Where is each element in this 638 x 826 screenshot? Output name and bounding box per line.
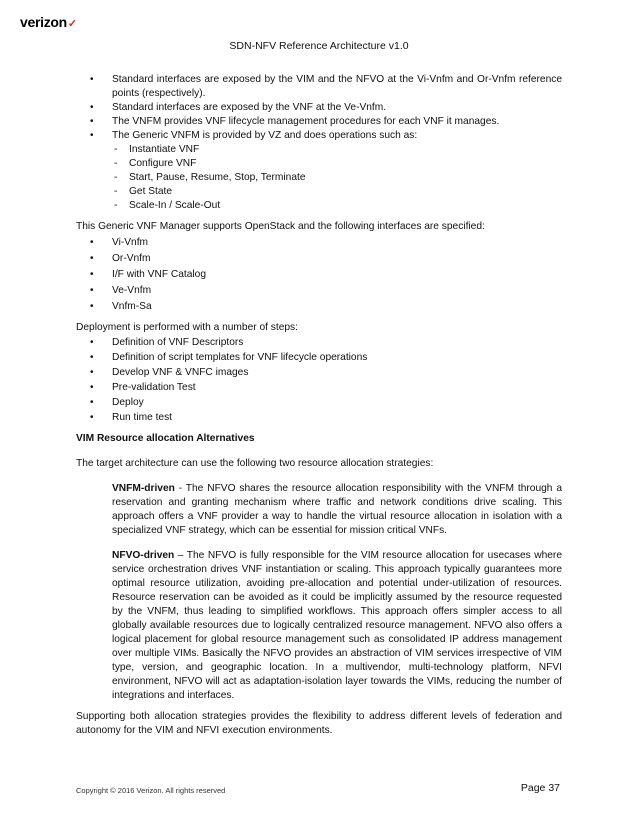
section-intro: The target architecture can use the following two resource allocation strategies:: [76, 458, 434, 469]
list-item: • Definition of script templates for VNF lifecycle operations: [76, 351, 562, 365]
page-number: Page 37: [520, 782, 560, 794]
closing-paragraph: Supporting both allocation strategies provides the flexibility to address different levels of federation and autonomy for the VIM and NFVI execution environments.: [76, 711, 562, 736]
list-item: • Run time test: [76, 411, 562, 425]
list-item: • Vnfm-Sa: [76, 300, 562, 314]
strategy-nfvo-driven: [76, 549, 562, 703]
list-item: • Definition of VNF Descriptors: [76, 336, 562, 350]
logo-check-icon: ✓: [67, 18, 77, 30]
list-item: [76, 129, 562, 213]
interfaces-list: [76, 236, 562, 314]
strategy-term: NFVO-driven: [112, 550, 175, 561]
operation-item: - Get State: [112, 185, 562, 199]
operations-list: [112, 143, 562, 213]
operation-item: - Instantiate VNF: [112, 143, 562, 157]
list-item: • The VNFM provides VNF lifecycle management procedures for each VNF it manages.: [76, 115, 562, 129]
operation-item: - Start, Pause, Resume, Stop, Terminate: [112, 171, 562, 185]
deployment-intro: Deployment is performed with a number of steps:: [76, 322, 298, 333]
operation-item: - Scale-In / Scale-Out: [112, 199, 562, 213]
list-item: • I/F with VNF Catalog: [76, 268, 562, 282]
document-body: [76, 73, 562, 738]
list-item: • Deploy: [76, 396, 562, 410]
operation-item: - Configure VNF: [112, 157, 562, 171]
list-item: • Develop VNF & VNFC images: [76, 366, 562, 380]
strategy-vnfm-driven: [76, 482, 562, 538]
intro-bullet-list: [76, 73, 562, 213]
deployment-steps-list: [76, 336, 562, 425]
verizon-logo: [20, 14, 77, 30]
page-title: SDN-NFV Reference Architecture v1.0: [229, 40, 409, 52]
copyright-notice: Copyright © 2016 Verizon. All rights reserved: [76, 786, 226, 795]
list-item: • Standard interfaces are exposed by the VIM and the NFVO at the Vi-Vnfm and Or-Vnfm reference points (respectively).: [76, 73, 562, 101]
strategy-text: – The NFVO is fully responsible for the VIM resource allocation for usecases where service orchestration drives VNF instantiation or scaling. This approach typically guarantees more optimal resource utilization, avoiding pre-allocation and potential under-utilization of resources. Resource reservation can be avoided as it could be implicitly assumed by the resource requested by the VNFM, thus leading to simplified workflows. This approach offers simpler access to all globally available resources due to logically centralized resource management. NFVO also offers a logical placement for global resource management such as consolidated IP address management over multiple VIMs. Basically the NFVO provides an abstraction of VIM services irrespective of VIM type, version, and geographic location. In a multivendor, multi-technology platform, NFVI environment, NFVO will act as adaptation-isolation layer towards the VIMs, reducing the number of integrations and interfaces.: [112, 550, 562, 701]
strategy-text: - The NFVO shares the resource allocation responsibility with the VNFM through a reservation and granting mechanism where traffic and network conditions drive scaling. This approach offers a VNF provider a way to handle the virtual resource allocation in isolation with a specialized VNF strategy, which can be essential for mission critical VNFs.: [112, 483, 562, 536]
list-item: • Vi-Vnfm: [76, 236, 562, 250]
interfaces-intro: This Generic VNF Manager supports OpenStack and the following interfaces are specified:: [76, 221, 485, 232]
strategy-term: VNFM-driven: [112, 483, 175, 494]
list-item: • Standard interfaces are exposed by the VNF at the Ve-Vnfm.: [76, 101, 562, 115]
list-item: • Pre-validation Test: [76, 381, 562, 395]
section-heading: VIM Resource allocation Alternatives: [76, 433, 255, 444]
logo-text: verizon: [20, 14, 67, 30]
list-item: • Or-Vnfm: [76, 252, 562, 266]
list-item-text: The Generic VNFM is provided by VZ and does operations such as:: [112, 130, 418, 141]
list-item: • Ve-Vnfm: [76, 284, 562, 298]
